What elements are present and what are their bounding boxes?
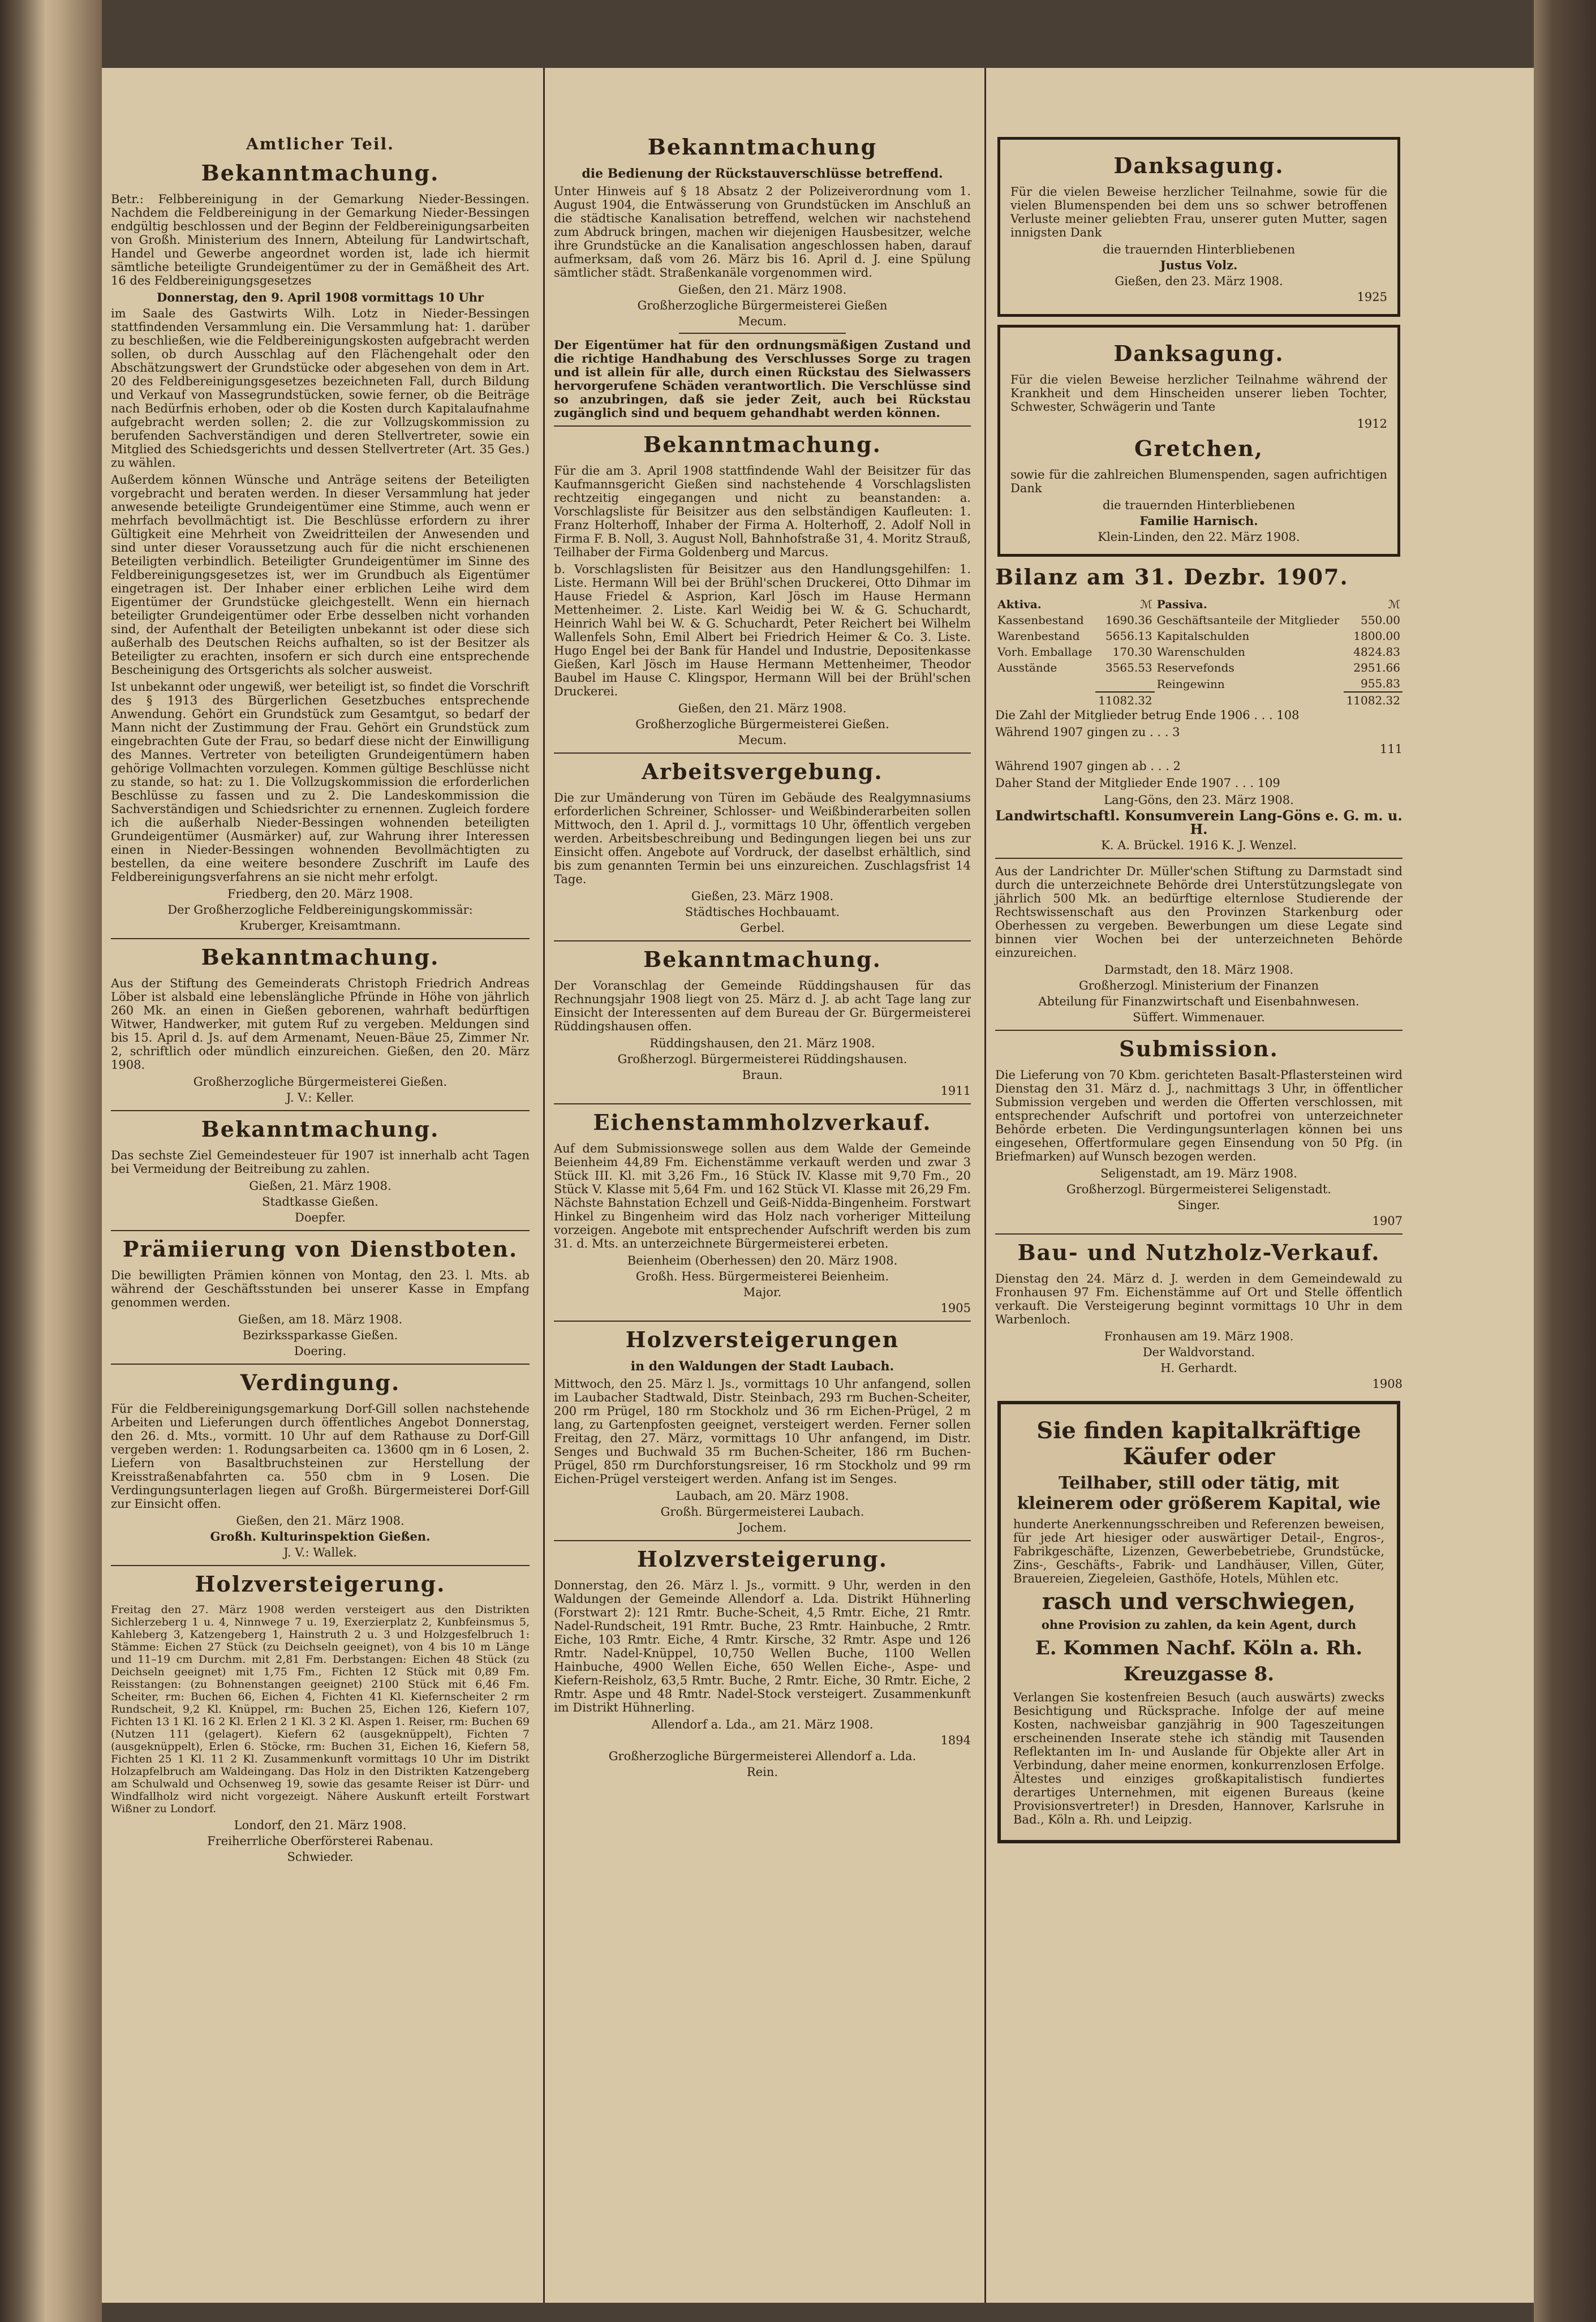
table-row — [995, 660, 1403, 676]
notice-signature: Braun. — [742, 1068, 783, 1082]
notice-text: Die bewilligten Prämien können von Montag, den 23. l. Mts. ab während der Geschäftsstunden bei unserer Kasse in Empfang genommen werden. — [111, 1268, 530, 1309]
table-cell: 550.00 — [1361, 613, 1400, 627]
notice-signature: Großherzogl. Ministerium der Finanzen — [1078, 979, 1319, 992]
notice-title: Holzversteigerung. — [195, 1571, 446, 1597]
notice-text: Unter Hinweis auf § 18 Absatz 2 der Polizeiverordnung vom 1. August 1904, die Entwässerung von Grundstücken im Anschluß an die städtische Kanalisation betreffend, welchen wir nachstehend zum Abdruck bringen, machen wir diejenigen Hausbesitzer, welche ihre Grundstücke an die Kanalisation angeschlossen haben, darauf aufmerksam, daß vom 26. März bis 16. April d. J. eine Spülung sämtlicher städt. Straßenkanäle vorgenommen wird. — [554, 184, 971, 280]
table-cell: Warenbestand — [997, 629, 1080, 643]
table-cell — [995, 676, 1095, 692]
ad-headline: Sie finden kapitalkräftige Käufer oder — [1036, 1417, 1361, 1470]
notice-signature: K. A. Brückel. 1916 K. J. Wenzel. — [1101, 838, 1297, 852]
members-line: Daher Stand der Mitglieder Ende 1907 . . . 109 — [995, 776, 1280, 790]
notice-title: Arbeitsvergebung. — [642, 759, 883, 784]
notice-title: Bekanntmachung. — [201, 160, 440, 186]
notice-signature: Großherzogliche Bürgermeisterei Gießen. — [193, 1075, 448, 1089]
notice-signature: Rüddingshausen, den 21. März 1908. — [649, 1037, 875, 1050]
divider — [111, 1230, 530, 1231]
deceased-name: Gretchen, — [1134, 436, 1263, 461]
notice-signature: Großherzogl. Bürgermeisterei Seligenstadt. — [1066, 1182, 1332, 1196]
notice-code: 1905 — [940, 1301, 971, 1315]
notice-text: Donnerstag, den 26. März l. Js., vormitt. 9 Uhr, werden in den Waldungen der Gemeinde Allendorf a. Lda. Distrikt Hühnerling (Forstwart 2): 121 Rmtr. Buche-Scheit, 4,5 Rmtr. Eiche, 21 Rmtr. Nadel-Rundscheit, 191 Rmtr. Buche, 23 Rmtr. Hainbuche, 2 Rmtr. Eiche, 103 Rmtr. Eiche, 4 Rmtr. Kirsche, 32 Rmtr. Aspe und 126 Rmtr. Nadel-Knüppel, 10,750 Wellen Buche, 1100 Wellen Hainbuche, 4900 Wellen Eiche, 650 Wellen Eiche-, Aspe- und Kiefern-Reisholz, 63,5 Rmtr. Buche, 2 Rmtr. Eiche, 30 Rmtr. Eiche, 2 Rmtr. Aspe und 48 Rmtr. Nadel-Stock versteigert. Zusammenkunft im Distrikt Hühnerling. — [554, 1579, 971, 1714]
table-row — [995, 644, 1403, 660]
notice-title: Bekanntmachung — [647, 134, 877, 160]
table-cell: 4824.83 — [1353, 645, 1400, 659]
table-cell: Vorh. Emballage — [997, 645, 1092, 659]
notice-text: Für die vielen Beweise herzlicher Teilnahme während der Krankheit und dem Hinscheiden unserer lieben Tochter, Schwester, Schwägerin und Tante — [1010, 373, 1387, 414]
notice-signature: J. V.: Wallek. — [283, 1546, 357, 1559]
divider — [554, 1103, 971, 1104]
table-cell: Geschäftsanteile der Mitglieder — [1156, 613, 1340, 627]
book-binding — [0, 0, 102, 2322]
notice-signature: Abteilung für Finanzwirtschaft und Eisenbahnwesen. — [1038, 995, 1360, 1008]
table-header-row — [995, 596, 1403, 612]
ad-text: hunderte Anerkennungsschreiben und Referenzen beweisen, für jede Art hiesiger oder auswärtiger Detail-, Engros-, Fabrikgeschäfte, Lizenzen, Gewerbebetriebe, Grundstücke, Zins-, Geschäfts-, Fabrik- und Landhäuser, Villen, Güter, Brauereien, Ziegeleien, Gasthöfe, Hotels, Mühlen etc. — [1013, 1517, 1384, 1585]
notice-signature: Fronhausen am 19. März 1908. — [1104, 1330, 1294, 1343]
notice-signature: Singer. — [1177, 1198, 1220, 1212]
notice-signature: Familie Harnisch. — [1139, 514, 1258, 528]
notice-signature: Gerbel. — [740, 921, 785, 935]
ad-headline: Teilhaber, still oder tätig, mit kleinerem oder größerem Kapital, wie — [1017, 1473, 1381, 1513]
notice-text: Freitag den 27. März 1908 werden versteigert aus den Distrikten Sichlerzeberg 1 u. 4, Ninnwege 7 u. 19, Exerzierplatz 2, Kunbfeinsmus 5, Kahleberg 3, Katzengeberg 1, Hainstruth 2 u. 3 und Holzgesfelbruch 1: Stämme: Eichen 27 Stück (zu Deichseln geeignet), von 4 bis 10 m Länge und 11–19 cm Durchm. mit 2,81 Fm. Derbstangen: Eichen 48 Stück (zu Deichseln geeignet) mit 1,75 Fm., Fichten 12 Stück mit 0,89 Fm. Reisstangen: (zu Bohnenstangen geeignet) 2100 Stück mit 6,46 Fm. Scheiter, rm: Buchen 66, Eichen 4, Fichten 41 Kl. Kiefernscheiter 2 rm Rundscheit, 9,2 Kl. Knüppel, rm: Buchen 25, Eichen 126, Kiefern 107, Fichten 13 1 Kl. 16 2 Kl. Erlen 2 1 Kl. 3 2 Kl. Aspen 1. Reiser, rm: Buchen 69 (Nutzen 111 (gelagert). Kiefern 62 (ausgeknüppelt), Fichten 7 (ausgeknüppelt), Erlen 6. Stöcke, rm: Buchen 31, Eichen 16, Kiefern 58, Fichten 25 1 Kl. 11 2 Kl. Zusammenkunft vormittags 10 Uhr im Distrikt Holzapfelbruch am Waldeingang. Das Holz in den Distrikten Katzengeberg am Schulwald und Ochsenweg 19, sowie das gesamte Reiser ist Dürr- und Windfallholz wird nicht vorgezeigt. Nähere Auskunft erteilt Forstwart Wißner zu Londorf. — [111, 1603, 530, 1815]
divider — [995, 1030, 1403, 1031]
notice-text: Mittwoch, den 25. März l. Js., vormittags 10 Uhr anfangend, sollen im Laubacher Stadtwald, Distr. Steinbach, 293 rm Buchen-Scheiter, 200 rm Prügel, 180 rm Stockholz und 36 rm Eichen-Prügel, 2 m lang, zu Gartenpfosten geeignet, versteigert werden. Ferner sollen Freitag, den 27. März, vormittags 10 Uhr anfangend, im Distr. Senges und Buchwald 35 rm Buchen-Scheiter, 186 rm Buchen-Prügel, 850 rm Durchforstungsreiser, 16 rm Stockholz und 99 rm Eichen-Prügel versteigert werden. Anfang ist im Senges. — [554, 1377, 971, 1486]
notice-signature: die trauernden Hinterbliebenen — [1103, 243, 1295, 256]
notice-title: Submission. — [1119, 1036, 1279, 1061]
notice-text: sowie für die zahlreichen Blumenspenden, sagen aufrichtigen Dank — [1010, 468, 1387, 495]
notice-subtitle: in den Waldungen der Stadt Laubach. — [630, 1359, 894, 1374]
divider — [554, 425, 971, 427]
notice-signature: Der Großherzogliche Feldbereinigungskommissär: — [167, 903, 473, 917]
notice-signature: Großherzogl. Bürgermeisterei Rüddingshausen. — [617, 1052, 907, 1066]
notice-text: Betr.: Felbbereinigung in der Gemarkung Nieder-Bessingen. Nachdem die Feldbereinigung in der Gemarkung Nieder-Bessingen endgültig beschlossen und der Beginn der Feldbereinigungsarbeiten von Großh. Ministerium des Innern, Abteilung für Landwirtschaft, Handel und Gewerbe angeordnet worden ist, lade ich hiermit sämtliche beteiligte Grundeigentümer zu der in Gemäßheit des Art. 16 des Feldbereinigungsgesetzes — [111, 192, 530, 287]
notice-signature: die trauernden Hinterbliebenen — [1103, 498, 1295, 512]
table-cell — [1095, 676, 1154, 692]
notice-signature: Städtisches Hochbauamt. — [685, 905, 840, 919]
notice-signature: Major. — [743, 1285, 782, 1299]
notice-text: Außerdem können Wünsche und Anträge seitens der Beteiligten vorgebracht und beraten werden. In dieser Versammlung hat jeder anwesende beteiligte Grundeigentümer eine Stimme, auch wenn er mehrfach bevollmächtigt ist. Die Beschlüsse erfordern zu ihrer Gültigkeit eine Mehrheit von Zweidritteilen der Anwesenden und sind unter dieser Voraussetzung auch für die nicht erschienenen Beteiligten verbindlich. Beteiligter Grundeigentümer im Sinne des Feldbereinigungsgesetzes ist, wer im Grundbuch als Eigentümer eingetragen ist. Der Inhaber einer erblichen Leihe wird dem Eigentümer der Grundstücke gleichgestellt. Wenn ein hiernach beteiligter Grundeigentümer oder Erbe desselben nicht vorhanden sind, der Aufenthalt der Beteiligten unbekannt ist oder diese sich außerhalb des Deutschen Reichs aufhalten, so ist der Besitzer als Beteiligter zu erachten, insofern er sich durch eine entsprechende Bescheinigung des Ortsgerichts als solcher ausweist. — [111, 473, 530, 677]
thanks-notice — [997, 137, 1400, 317]
notice-signature: J. V.: Keller. — [286, 1091, 354, 1104]
table-header: ℳ — [1140, 597, 1152, 611]
divider — [554, 1321, 971, 1322]
table-cell: 955.83 — [1361, 677, 1400, 690]
notice-signature: Justus Volz. — [1160, 258, 1238, 272]
notice-signature: Schwieder. — [287, 1850, 354, 1864]
notice-signature: Gießen, den 21. März 1908. — [236, 1514, 405, 1528]
notice-signature: Darmstadt, den 18. März 1908. — [1104, 963, 1294, 977]
notice-text: Der Voranschlag der Gemeinde Rüddingshausen für das Rechnungsjahr 1908 liegt von 25. März d. J. ab acht Tage lang zur Einsicht der Interessenten auf dem Bureau der Gr. Bürgermeisterei Rüddingshausen offen. — [554, 979, 971, 1033]
notice-text: Die Lieferung von 70 Kbm. gerichteten Basalt-Pflastersteinen wird Dienstag den 31. März d. J., nachmittags 3 Uhr, in öffentlicher Submission vergeben und werden die Offerten verschlossen, mit entsprechender Aufschrift und portofrei von unterzeichneter Behörde erbeten. Die Verdingungsunterlagen können bei uns eingesehen, Offertformulare gegen Einsendung von 50 Pfg. (in Briefmarken) auf Wunsch bezogen werden. — [995, 1068, 1403, 1163]
notice-title: Holzversteigerungen — [625, 1327, 900, 1352]
notice-signature: Gießen, den 21. März 1908. — [678, 702, 847, 715]
notice-signature: Gießen, den 21. März 1908. — [678, 283, 847, 296]
adjacent-page-fragment — [5, 124, 72, 2161]
column-3 — [984, 68, 1412, 2303]
notice-text: Für die Feldbereinigungsgemarkung Dorf-Gill sollen nachstehende Arbeiten und Lieferungen durch öffentliches Angebot Donnerstag, den 26. d. Mts., vormitt. 10 Uhr auf dem Rathause zu Dorf-Gill vergeben werden: 1. Rodungsarbeiten ca. 13600 qm in 6 Losen, 2. Liefern von Basaltbruchsteinen zur Herstellung der Kreisstraßenabfahrten ca. 550 cbm in 9 Losen. Die Verdingungsunterlagen liegen auf Großh. Bürgermeisterei Dorf-Gill zur Einsicht offen. — [111, 1402, 530, 1511]
notice-signature: Großherzogliche Bürgermeisterei Gießen — [637, 299, 888, 312]
notice-title: Eichenstammholzverkauf. — [593, 1110, 932, 1135]
notice-title: Danksagung. — [1113, 153, 1284, 178]
notice-title: Bau- und Nutzholz-Verkauf. — [1017, 1240, 1380, 1265]
divider — [111, 1364, 530, 1365]
notice-title: Bekanntmachung. — [643, 947, 881, 972]
notice-text: im Saale des Gastwirts Wilh. Lotz in Nieder-Bessingen stattfindenden Versammlung ein. Die Versammlung hat: 1. darüber zu beschließen, wie die Feldbereinigungskosten aufgebracht werden sollen, ob durch Ausschlag auf den Flächengehalt oder den Abschätzungswert der Grundstücke oder abgesehen von dem in Art. 20 des Feldbereinigungsgesetzes bezeichneten Fall, durch Bildung und Verkauf von Massegrundstücken, sowie ferner, ob die Beiträge nach Bedürfnis erhoben, oder ob die Kosten durch Kapitalaufnahme aufgebracht werden sollen; 2. die zur Vollzugskommission zu berufenden Sachverständigen und deren Stellvertreter, sowie ein Mitglied des Schiedsgerichts und dessen Stellvertreter (Art. 35 Ges.) zu wählen. — [111, 307, 530, 470]
section-title: Amtlicher Teil. — [246, 135, 394, 153]
divider — [995, 1233, 1403, 1235]
notice-signature: Doering. — [294, 1344, 347, 1358]
divider — [554, 1540, 971, 1541]
notice-text: Aus der Landrichter Dr. Müller'schen Stiftung zu Darmstadt sind durch die unterzeichnete Behörde drei Unterstützungslegate von jährlich 500 Mk. an bedürftige elternlose Studierende der Rechtswissenschaft aus den Provinzen Starkenburg oder Oberhessen zu vergeben. Bewerbungen um diese Legate sind binnen vier Wochen bei der unterzeichneten Behörde einzureichen. — [995, 865, 1403, 960]
notice-signature: Großh. Hess. Bürgermeisterei Beienheim. — [635, 1270, 889, 1283]
notice-code: 1911 — [940, 1084, 971, 1098]
notice-title: Bekanntmachung. — [201, 1116, 440, 1142]
table-cell: 5656.13 — [1105, 629, 1152, 643]
notice-code: 1908 — [1372, 1377, 1403, 1391]
notice-signature: Beienheim (Oberhessen) den 20. März 1908. — [627, 1254, 898, 1267]
notice-signature: Doepfer. — [295, 1211, 346, 1224]
notice-text: Aus der Stiftung des Gemeinderats Christoph Friedrich Andreas Löber ist alsbald eine lebenslängliche Pfründe in Höhe von jährlich 260 Mk. an einen in Gießen geborenen, wahrhaft bedürftigen Witwer, Handwerker, mit gutem Ruf zu vergeben. Meldungen sind bis 15. April d. Js. auf dem Armenamt, Neuen-Bäue 25, Zimmer Nr. 2, schriftlich oder mündlich einzureichen. Gießen, den 20. März 1908. — [111, 977, 530, 1072]
divider — [111, 1110, 530, 1111]
notice-signature: Stadtkasse Gießen. — [262, 1195, 378, 1209]
notice-title: Bekanntmachung. — [201, 944, 440, 970]
notice-signature: Mecum. — [738, 733, 787, 747]
notice-signature: H. Gerhardt. — [1160, 1361, 1237, 1375]
notice-signature: Jochem. — [738, 1521, 787, 1534]
notice-title: Bekanntmachung. — [643, 432, 881, 457]
notice-signature: Rein. — [746, 1765, 778, 1779]
notice-date: Lang-Göns, den 23. März 1908. — [1104, 793, 1294, 807]
table-cell: Reingewinn — [1156, 677, 1225, 691]
notice-signature: Großherzogliche Bürgermeisterei Gießen. — [635, 717, 889, 731]
notice-signature: Londorf, den 21. März 1908. — [234, 1818, 407, 1832]
table-cell: Ausstände — [997, 661, 1057, 674]
notice-signature: Großherzogliche Bürgermeisterei Allendorf a. Lda. — [608, 1749, 917, 1763]
notice-code: 1912 — [1357, 417, 1387, 431]
table-total-row — [995, 692, 1403, 708]
divider — [554, 752, 971, 754]
ad-slogan: rasch und verschwiegen, — [1042, 1588, 1356, 1615]
divider — [554, 940, 971, 941]
table-cell: 3565.53 — [1105, 661, 1152, 674]
notice-text: Die zur Umänderung von Türen im Gebäude des Realgymnasiums erforderlichen Schreiner, Schlosser- und Weißbinderarbeiten sollen Mittwoch, den 1. April d. J., vormittags 10 Uhr, öffentlich vergeben werden. Arbeitsbeschreibung und Bedingungen liegen bei uns zur Einsicht offen. Angebote auf Vordruck, der daselbst erhältlich, sind bis zum genannten Termin bei uns einzureichen. Zuschlagsfrist 14 Tage. — [554, 791, 971, 886]
newspaper-page — [102, 68, 1534, 2303]
thanks-notice — [997, 325, 1400, 557]
balance-title: Bilanz am 31. Dezbr. 1907. — [995, 564, 1349, 590]
notice-signature: Gießen, 23. März 1908. — [691, 889, 834, 903]
notice-title: Prämiierung von Dienstboten. — [122, 1236, 518, 1262]
divider — [679, 333, 846, 334]
table-cell: 170.30 — [1112, 645, 1152, 659]
divider — [995, 858, 1403, 859]
notice-date: Klein-Linden, den 22. März 1908. — [1098, 530, 1300, 544]
notice-title: Verdingung. — [240, 1370, 401, 1395]
table-cell: 1800.00 — [1353, 629, 1400, 643]
ad-text: ohne Provision zu zahlen, da kein Agent, durch — [1041, 1618, 1357, 1632]
book-edge — [1534, 0, 1596, 2322]
table-cell: 11082.32 — [1095, 692, 1154, 708]
table-row — [995, 676, 1403, 692]
column-2 — [543, 68, 980, 2303]
notice-code: 1894 — [940, 1734, 971, 1747]
notice-signature: Mecum. — [738, 315, 787, 328]
table-header: Aktiva. — [997, 597, 1042, 611]
notice-date: Gießen, den 23. März 1908. — [1115, 274, 1283, 288]
table-cell: 11082.32 — [1344, 692, 1403, 708]
notice-signature: Süffert. Wimmenauer. — [1133, 1010, 1265, 1024]
notice-signature: Freiherrliche Oberförsterei Rabenau. — [207, 1834, 433, 1848]
table-row — [995, 612, 1403, 628]
notice-text: Auf dem Submissionswege sollen aus dem Walde der Gemeinde Beienheim 44,89 Fm. Eichenstämme verkauft werden und zwar 3 Stück III. Kl. mit 3,26 Fm., 16 Stück IV. Klasse mit 9,70 Fm., 20 Stück V. Klasse mit 5,64 Fm. und 162 Stück VI. Klasse mit 26,29 Fm. Nächste Bahnstation Echzell und Geiß-Nidda-Bingenheim. Forstwart Hinkel zu Bingenheim wird das Holz nach vorheriger Mitteilung vorzeigen. Angebote mit entsprechender Aufschrift werden bis zum 31. d. Mts. an unterzeichnete Bürgermeisterei erbeten. — [554, 1142, 971, 1250]
notice-signature: Bezirkssparkasse Gießen. — [242, 1328, 398, 1342]
table-cell: Warenschulden — [1156, 645, 1245, 659]
notice-text: Für die vielen Beweise herzlicher Teilnahme, sowie für die vielen Blumenspenden bei dem uns so schwer betroffenen Verluste meiner geliebten Frau, unserer guten Mutter, sagen innigsten Dank — [1010, 185, 1387, 239]
table-header: Passiva. — [1156, 597, 1207, 611]
members-line: Während 1907 gingen zu . . . 3 — [995, 725, 1180, 739]
members-line: 111 — [1379, 742, 1403, 756]
notice-signature: Friedberg, den 20. März 1908. — [227, 887, 413, 901]
notice-text: Dienstag den 24. März d. J. werden in dem Gemeindewald zu Fronhausen 97 Fm. Eichenstämme auf Ort und Stelle öffentlich verkauft. Die Versteigerung beginnt vormittags 10 Uhr in dem Warbenloch. — [995, 1272, 1403, 1326]
notice-title: Danksagung. — [1113, 341, 1284, 366]
table-header: ℳ — [1388, 597, 1400, 611]
notice-text: Für die am 3. April 1908 stattfindende Wahl der Beisitzer für das Kaufmannsgericht Gießen sind nachstehende 4 Vorschlagslisten rechtzeitig eingegangen und nicht zu beanstanden: a. Vorschlagsliste für Beisitzer aus den selbständigen Kaufleuten: 1. Franz Holterhoff, Inhaber der Firma A. Holterhoff, 2. Adolf Noll in Firma F. B. Noll, 3. August Noll, Bahnhofstraße 31, 4. Moritz Strauß, Teilhaber der Firma Goldenberg und Marcus. — [554, 464, 971, 559]
notice-text: Der Eigentümer hat für den ordnungsmäßigen Zustand und die richtige Handhabung des Verschlusses Sorge zu tragen und ist allein für alle, durch einen Rückstau des Sielwassers hervorgerufene Schäden verantwortlich. Die Verschlüsse sind so anzubringen, daß sie jeder Zeit, auch bei Rückstau zugänglich sind und bequem gehandhabt werden können. — [554, 338, 971, 420]
notice-signature: Kruberger, Kreisamtmann. — [239, 919, 401, 932]
notice-code: 1925 — [1357, 290, 1387, 304]
advertisement — [997, 1401, 1400, 1843]
notice-signature: Großh. Kulturinspektion Gießen. — [210, 1529, 431, 1543]
notice-signature: Allendorf a. Lda., am 21. März 1908. — [651, 1718, 874, 1731]
notice-text: Ist unbekannt oder ungewiß, wer beteiligt ist, so findet die Vorschrift des § 1913 des Bürgerlichen Gesetzbuches entsprechende Anwendung. Gehört ein Grundstück zum Gesamtgut, so bedarf der Mann nicht der Zustimmung der Frau. Gehört ein Grundstück zum eingebrachten Gute der Frau, so bedarf diese nicht der Einwilligung des Mannes. Vertreter von beteiligten Grundeigentümern haben gehörige Vollmachten vorzulegen. Kommen gültige Beschlüsse nicht zu stande, so hat: zu 1. Die Vollzugskommission die erforderlichen Beschlüsse zu fassen und zu 2. Die Landeskommission die Sachverständigen und Schiedsrichter zu ernennen. Zugleich fordere ich die außerhalb Nieder-Bessingen wohnenden beteiligten Grundeigentümer (Ausmärker) auf, zur Wahrung ihrer Interessen einen in Nieder-Bessingen wohnenden Bevollmächtigten zu bestellen, da eine weitere besondere Zuschrift im Laufe des Feldbereinigungsverfahrens an sie nicht mehr erfolgt. — [111, 680, 530, 884]
ad-text: Verlangen Sie kostenfreien Besuch (auch auswärts) zwecks Besichtigung und Rücksprache. Infolge der auf meine Kosten, nachweisbar ganzjährig in 900 Tageszeitungen erscheinenden Inserate stehe ich ständig mit Tausenden Reflektanten im In- und Auslande für Objekte aller Art in Verbindung, daher meine enormen, konkurrenzlosen Erfolge. Ältestes und einziges großkapitalistisch fundiertes derartiges Unternehmen, mit eigenen Bureaus (keine Provisionsvertreter!) in Dresden, Hannover, Karlsruhe in Bad., Köln a. Rh. und Leipzig. — [1013, 1691, 1384, 1826]
notice-text: Das sechste Ziel Gemeindesteuer für 1907 ist innerhalb acht Tagen bei Vermeidung der Beitreibung zu zahlen. — [111, 1149, 530, 1176]
column-1 — [102, 68, 539, 2303]
notice-signature: Gießen, 21. März 1908. — [249, 1179, 392, 1193]
table-cell: Kapitalschulden — [1156, 629, 1250, 643]
notice-title: Holzversteigerung. — [637, 1546, 888, 1572]
notice-signature: Gießen, am 18. März 1908. — [238, 1313, 403, 1326]
table-cell: 2951.66 — [1353, 661, 1400, 674]
notice-signature: Seligenstadt, am 19. März 1908. — [1100, 1167, 1297, 1180]
divider — [111, 938, 530, 939]
table-row — [995, 628, 1403, 644]
members-line: Während 1907 gingen ab . . . 2 — [995, 759, 1181, 773]
table-cell: Kassenbestand — [997, 613, 1084, 627]
members-line: Die Zahl der Mitglieder betrug Ende 1906 . . . 108 — [995, 708, 1300, 722]
notice-code: 1907 — [1372, 1214, 1403, 1228]
table-cell: Reservefonds — [1156, 661, 1234, 674]
notice-date: Donnerstag, den 9. April 1908 vormittags 10 Uhr — [156, 290, 484, 304]
notice-text: b. Vorschlagslisten für Beisitzer aus den Handlungsgehilfen: 1. Liste. Hermann Will bei der Brühl'schen Druckerei, Otto Dihmar im Hause Friedel & Asprion, Karl Jösch im Hause Hermann Mettenheimer. 2. Liste. Karl Weidig bei W. & G. Schuchardt, Heinrich Wahl bei W. & G. Schuchardt, Peter Reichert bei Wilhelm Wallenfels Sohn, Emil Albert bei Friedrich Heimer & Co. 3. Liste. Hugo Engel bei der Bank für Handel und Industrie, Depositenkasse Gießen, Karl Jösch im Hause Hermann Mettenheimer, Theodor Baubel im Hause C. Klingspor, Hermann Will bei der Brühl'schen Druckerei. — [554, 562, 971, 698]
ad-firm: E. Kommen Nachf. Köln a. Rh. Kreuzgasse 8. — [1035, 1637, 1363, 1685]
balance-table — [995, 596, 1403, 708]
notice-signature: Großh. Bürgermeisterei Laubach. — [660, 1505, 864, 1519]
notice-signature: Laubach, am 20. März 1908. — [676, 1489, 849, 1503]
notice-signature: Der Waldvorstand. — [1142, 1345, 1255, 1359]
table-cell: 1690.36 — [1105, 613, 1152, 627]
notice-subtitle: die Bedienung der Rückstauverschlüsse betreffend. — [582, 166, 943, 181]
notice-signature: Landwirtschaftl. Konsumverein Lang-Göns e. G. m. u. H. — [995, 807, 1403, 837]
divider — [111, 1565, 530, 1566]
